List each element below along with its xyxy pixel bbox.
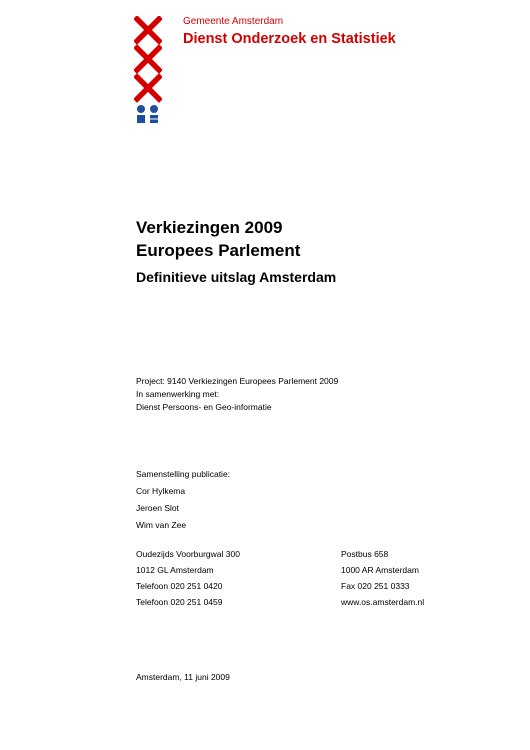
address-row <box>136 549 456 565</box>
address-row <box>136 597 456 613</box>
author-name: Cor Hylkema <box>136 486 186 496</box>
postal-code-city: 1012 GL Amsterdam <box>136 565 214 575</box>
os-mark-icon <box>137 105 158 123</box>
fax-number: Fax 020 251 0333 <box>341 581 410 591</box>
address-row <box>136 581 456 597</box>
po-box-postal-code: 1000 AR Amsterdam <box>341 565 419 575</box>
amsterdam-logo <box>134 16 162 124</box>
document-title <box>136 216 336 287</box>
publication-date: Amsterdam, 11 juni 2009 <box>136 672 230 682</box>
project-line: Project: 9140 Verkiezingen Europees Parlement 2009 <box>136 376 339 386</box>
collaboration-partner: Dienst Persoons- en Geo-informatie <box>136 402 272 412</box>
authors-block <box>136 466 230 534</box>
department-name: Dienst Onderzoek en Statistiek <box>183 31 396 47</box>
st-andrews-cross-icon <box>137 48 159 70</box>
st-andrews-cross-icon <box>137 77 159 99</box>
document-subtitle: Definitieve uitslag Amsterdam <box>136 269 337 285</box>
title-line-1: Verkiezingen 2009 <box>136 218 283 237</box>
phone-number: Telefoon 020 251 0420 <box>136 581 223 591</box>
project-info <box>136 375 338 414</box>
title-line-2: Europees Parlement <box>136 241 301 260</box>
st-andrews-cross-icon <box>137 19 159 41</box>
authors-heading: Samenstelling publicatie: <box>136 469 231 479</box>
address-row <box>136 565 456 581</box>
municipality-name: Gemeente Amsterdam <box>183 16 284 27</box>
website-url: www.os.amsterdam.nl <box>341 597 425 607</box>
street-address: Oudezijds Voorburgwal 300 <box>136 549 240 559</box>
collaboration-label: In samenwerking met: <box>136 389 220 399</box>
address-block <box>136 549 456 613</box>
phone-number-2: Telefoon 020 251 0459 <box>136 597 223 607</box>
author-name: Jeroen Slot <box>136 503 179 513</box>
po-box: Postbus 658 <box>341 549 389 559</box>
organization-name <box>183 16 396 48</box>
author-name: Wim van Zee <box>136 520 187 530</box>
